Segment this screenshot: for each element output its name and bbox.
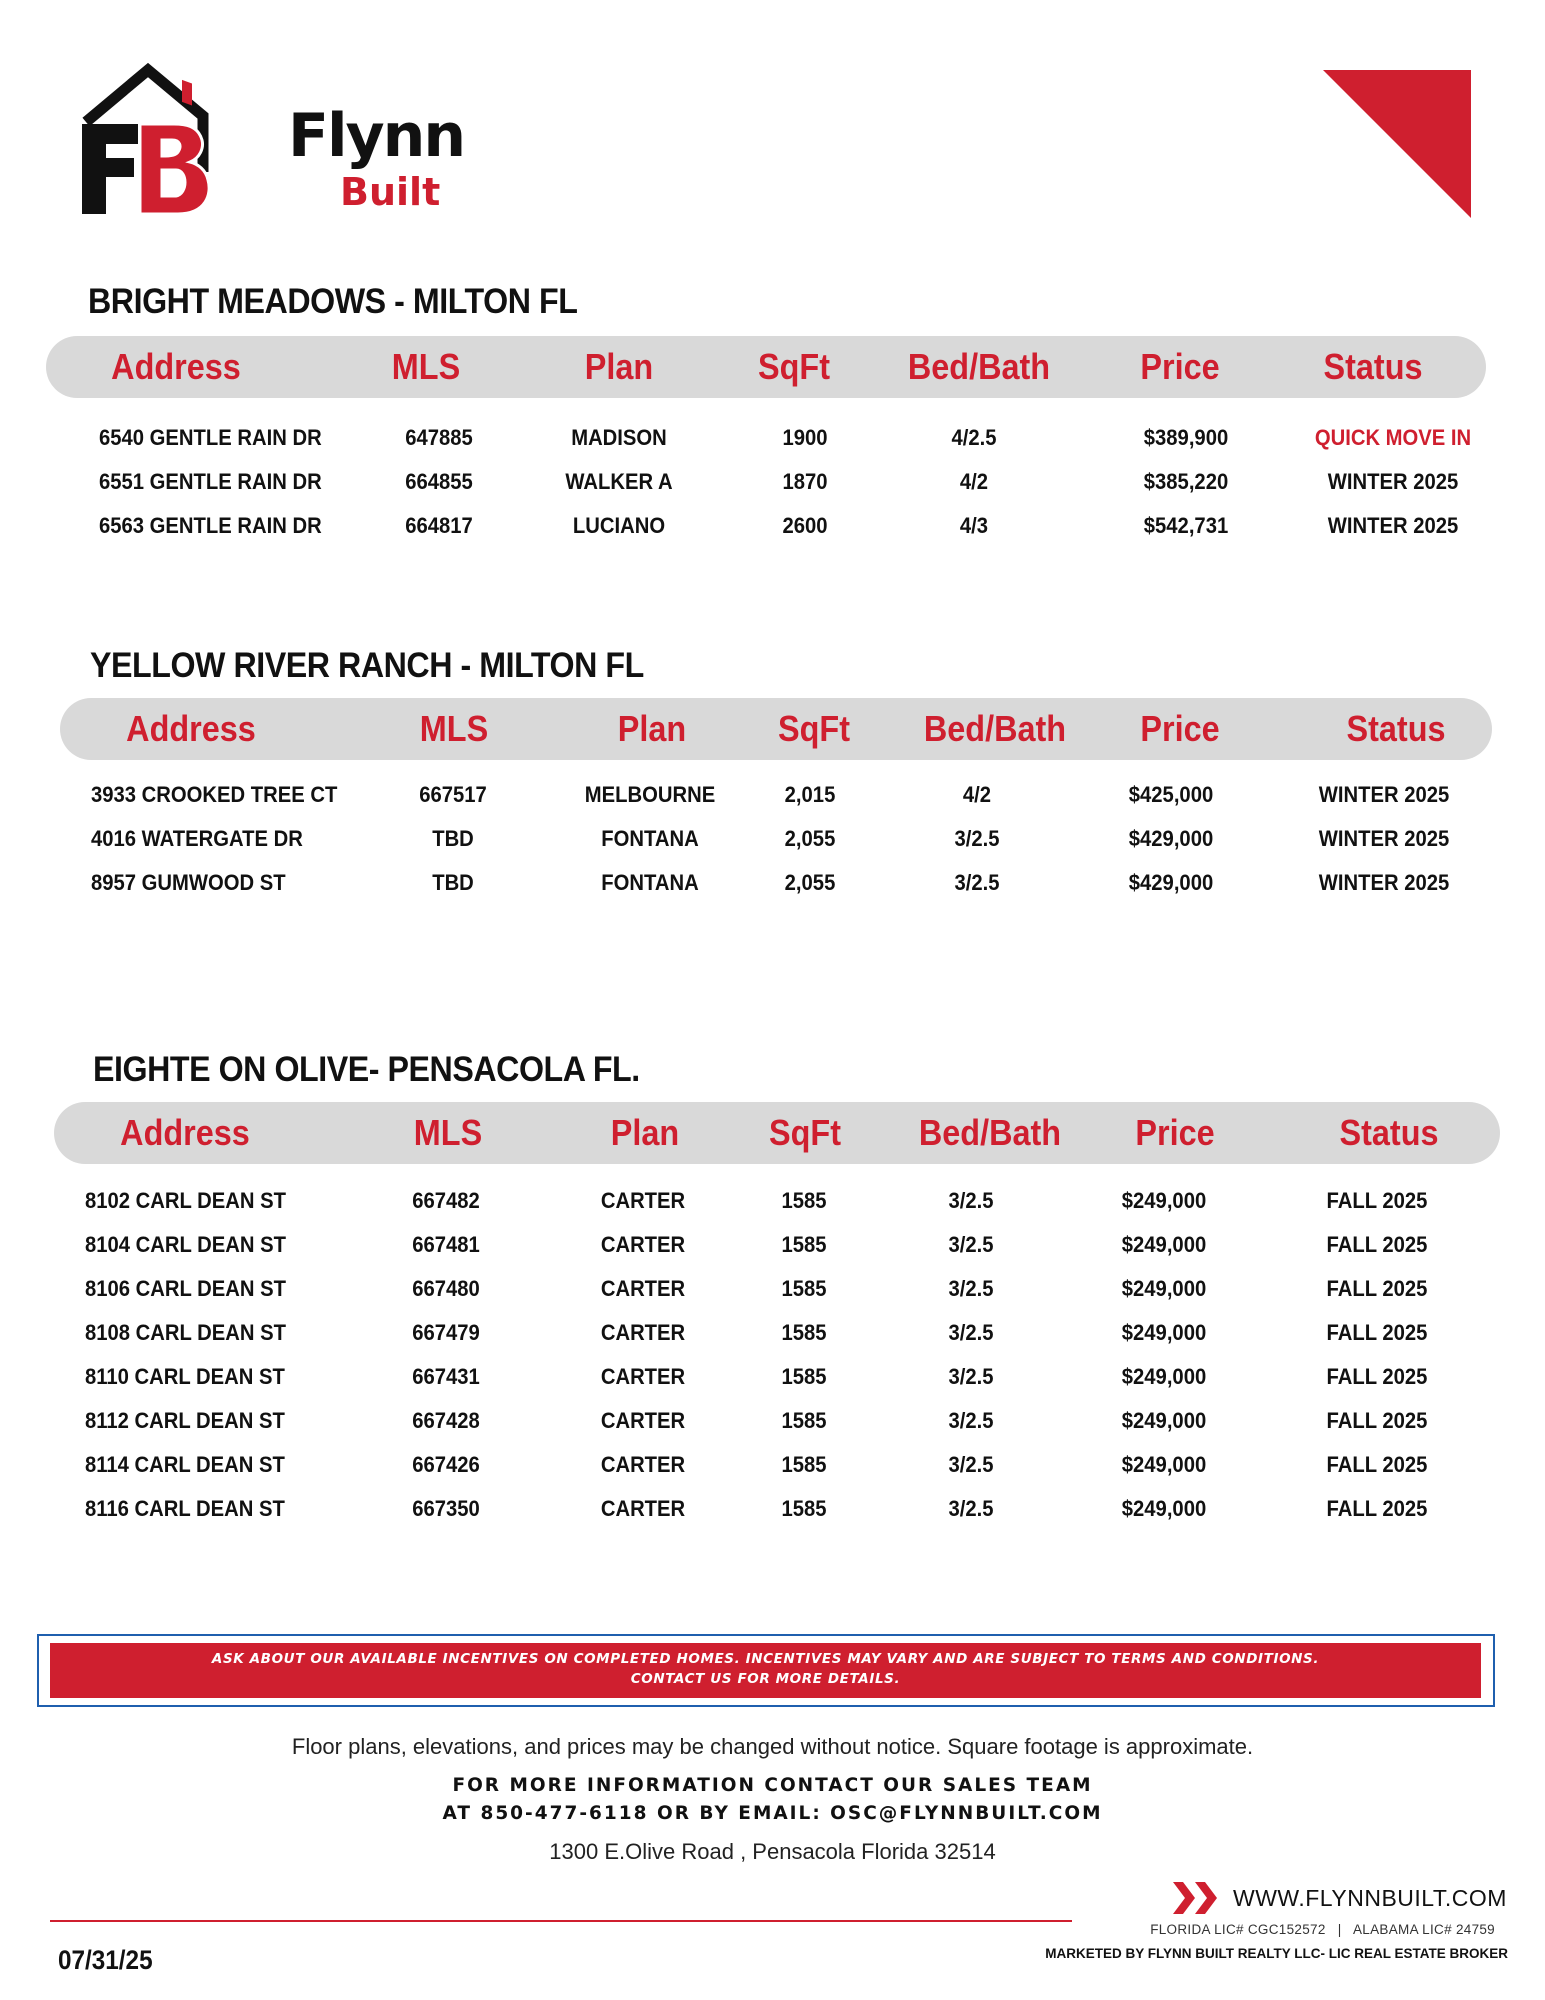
cell-sqft: 2,015 <box>784 782 836 807</box>
cell-status: FALL 2025 <box>1326 1232 1428 1257</box>
section-title-bright-meadows: BRIGHT MEADOWS - MILTON FL <box>88 282 578 321</box>
cell-status: WINTER 2025 <box>1318 826 1450 851</box>
incentive-line-1: ASK ABOUT OUR AVAILABLE INCENTIVES ON COMPLETED HOMES. INCENTIVES MAY VARY AND ARE SUBJECT TO TERMS AND CONDITIONS. <box>211 1651 1320 1667</box>
column-header-mls: MLS <box>413 1112 483 1153</box>
cell-status: WINTER 2025 <box>1318 870 1450 895</box>
cell-sqft: 1585 <box>781 1188 827 1213</box>
cell-mls: 664817 <box>405 513 473 538</box>
cell-mls: TBD <box>432 826 474 851</box>
cell-bedbath: 4/2 <box>962 782 992 807</box>
cell-price: $249,000 <box>1121 1188 1207 1213</box>
cell-plan: CARTER <box>600 1276 686 1301</box>
cell-bedbath: 4/2 <box>959 469 989 494</box>
cell-price: $249,000 <box>1121 1364 1207 1389</box>
cell-mls: TBD <box>432 870 474 895</box>
cell-status: FALL 2025 <box>1326 1408 1428 1433</box>
cell-plan: CARTER <box>600 1232 686 1257</box>
cell-price: $429,000 <box>1128 826 1214 851</box>
column-header-plan: Plan <box>610 1112 680 1153</box>
cell-status: FALL 2025 <box>1326 1496 1428 1521</box>
cell-address: 8106 CARL DEAN ST <box>85 1276 286 1301</box>
disclaimer-text: Floor plans, elevations, and prices may be changed without notice. Square footage is approximate. <box>291 1734 1254 1759</box>
column-header-status: Status <box>1323 346 1423 387</box>
website-url[interactable]: WWW.FLYNNBUILT.COM <box>1233 1885 1507 1911</box>
cell-bedbath: 3/2.5 <box>948 1408 994 1433</box>
column-header-price: Price <box>1140 708 1220 749</box>
cell-sqft: 1585 <box>781 1452 827 1477</box>
cell-bedbath: 3/2.5 <box>948 1276 994 1301</box>
cell-price: $542,731 <box>1143 513 1229 538</box>
cell-mls: 667428 <box>412 1408 480 1433</box>
cell-status: FALL 2025 <box>1326 1452 1428 1477</box>
column-header-price: Price <box>1140 346 1220 387</box>
cell-bedbath: 3/2.5 <box>948 1496 994 1521</box>
cell-bedbath: 4/3 <box>959 513 989 538</box>
cell-price: $389,900 <box>1143 425 1229 450</box>
website-link[interactable] <box>1173 1880 1507 1916</box>
marketed-by: MARKETED BY FLYNN BUILT REALTY LLC- LIC REAL ESTATE BROKER <box>1045 1946 1508 1961</box>
cell-bedbath: 3/2.5 <box>948 1320 994 1345</box>
cell-mls: 667482 <box>412 1188 480 1213</box>
incentive-banner <box>37 1634 1495 1707</box>
column-header-mls: MLS <box>391 346 461 387</box>
office-address: 1300 E.Olive Road , Pensacola Florida 32514 <box>549 1839 996 1864</box>
contact-line-2[interactable]: AT 850-477-6118 OR BY EMAIL: OSC@FLYNNBUILT.COM <box>442 1803 1103 1824</box>
house-monogram-icon <box>78 62 278 222</box>
cell-price: $249,000 <box>1121 1232 1207 1257</box>
cell-mls: 667426 <box>412 1452 480 1477</box>
column-header-bedbath: Bed/Bath <box>907 346 1051 387</box>
document-date: 07/31/25 <box>58 1945 153 1975</box>
cell-sqft: 1585 <box>781 1276 827 1301</box>
cell-plan: CARTER <box>600 1408 686 1433</box>
cell-price: $429,000 <box>1128 870 1214 895</box>
cell-address: 8116 CARL DEAN ST <box>85 1496 285 1521</box>
cell-sqft: 1585 <box>781 1364 827 1389</box>
cell-address: 8110 CARL DEAN ST <box>85 1364 285 1389</box>
brand-subname: Built <box>340 170 441 214</box>
license-numbers: FLORIDA LIC# CGC152572 | ALABAMA LIC# 24759 <box>1150 1922 1495 1937</box>
cell-mls: 667479 <box>412 1320 480 1345</box>
brand-name: Flynn <box>288 101 465 171</box>
cell-plan: MELBOURNE <box>584 782 716 807</box>
cell-address: 8102 CARL DEAN ST <box>85 1188 286 1213</box>
cell-plan: LUCIANO <box>572 513 666 538</box>
cell-sqft: 1900 <box>782 425 828 450</box>
cell-plan: MADISON <box>571 425 667 450</box>
cell-bedbath: 4/2.5 <box>951 425 997 450</box>
cell-bedbath: 3/2.5 <box>948 1188 994 1213</box>
cell-plan: CARTER <box>600 1188 686 1213</box>
section-title-eighte-on-olive: EIGHTE ON OLIVE- PENSACOLA FL. <box>93 1050 640 1089</box>
section-title-yellow-river-ranch: YELLOW RIVER RANCH - MILTON FL <box>90 646 644 685</box>
cell-address: 6563 GENTLE RAIN DR <box>99 513 322 538</box>
column-header-address: Address <box>111 346 241 387</box>
column-header-sqft: SqFt <box>778 708 850 749</box>
column-header-sqft: SqFt <box>769 1112 841 1153</box>
contact-line-1: FOR MORE INFORMATION CONTACT OUR SALES TEAM <box>452 1775 1093 1796</box>
footer-divider <box>50 1920 1072 1922</box>
cell-sqft: 1585 <box>781 1320 827 1345</box>
cell-address: 8104 CARL DEAN ST <box>85 1232 286 1257</box>
cell-plan: FONTANA <box>601 826 699 851</box>
cell-address: 8108 CARL DEAN ST <box>85 1320 286 1345</box>
cell-sqft: 1585 <box>781 1496 827 1521</box>
cell-mls: 667480 <box>412 1276 480 1301</box>
column-header-address: Address <box>126 708 256 749</box>
cell-sqft: 2600 <box>782 513 828 538</box>
cell-address: 8957 GUMWOOD ST <box>91 870 286 895</box>
cell-mls: 667517 <box>419 782 487 807</box>
column-header-plan: Plan <box>617 708 687 749</box>
cell-bedbath: 3/2.5 <box>948 1232 994 1257</box>
incentive-band <box>50 1643 1481 1698</box>
cell-plan: CARTER <box>600 1320 686 1345</box>
table-header-bright-meadows <box>46 336 1486 398</box>
cell-status: FALL 2025 <box>1326 1364 1428 1389</box>
column-header-mls: MLS <box>419 708 489 749</box>
cell-plan: FONTANA <box>601 870 699 895</box>
cell-status: FALL 2025 <box>1326 1276 1428 1301</box>
cell-status: WINTER 2025 <box>1327 513 1459 538</box>
flynn-built-logo <box>78 62 465 222</box>
cell-status: WINTER 2025 <box>1327 469 1459 494</box>
cell-status: QUICK MOVE IN <box>1314 425 1472 450</box>
column-header-bedbath: Bed/Bath <box>918 1112 1062 1153</box>
column-header-address: Address <box>120 1112 250 1153</box>
cell-plan: CARTER <box>600 1496 686 1521</box>
cell-status: FALL 2025 <box>1326 1320 1428 1345</box>
cell-mls: 647885 <box>405 425 473 450</box>
cell-address: 6540 GENTLE RAIN DR <box>99 425 322 450</box>
column-header-status: Status <box>1339 1112 1439 1153</box>
incentive-line-2: CONTACT US FOR MORE DETAILS. <box>630 1671 901 1687</box>
cell-price: $249,000 <box>1121 1408 1207 1433</box>
cell-bedbath: 3/2.5 <box>948 1452 994 1477</box>
corner-triangle-decoration <box>1323 70 1471 218</box>
cell-address: 6551 GENTLE RAIN DR <box>99 469 322 494</box>
cell-address: 4016 WATERGATE DR <box>91 826 303 851</box>
cell-address: 3933 CROOKED TREE CT <box>91 782 338 807</box>
cell-sqft: 2,055 <box>784 870 836 895</box>
cell-plan: CARTER <box>600 1364 686 1389</box>
double-chevron-right-icon <box>1173 1882 1219 1914</box>
cell-price: $249,000 <box>1121 1452 1207 1477</box>
cell-sqft: 1585 <box>781 1408 827 1433</box>
cell-sqft: 1870 <box>782 469 828 494</box>
table-header-eighte-on-olive <box>54 1102 1500 1164</box>
column-header-price: Price <box>1135 1112 1215 1153</box>
cell-mls: 667481 <box>412 1232 480 1257</box>
cell-mls: 664855 <box>405 469 473 494</box>
cell-sqft: 1585 <box>781 1232 827 1257</box>
table-header-yellow-river-ranch <box>60 698 1492 760</box>
cell-mls: 667431 <box>412 1364 480 1389</box>
column-header-status: Status <box>1346 708 1446 749</box>
cell-plan: CARTER <box>600 1452 686 1477</box>
cell-address: 8112 CARL DEAN ST <box>85 1408 285 1433</box>
column-header-sqft: SqFt <box>758 346 830 387</box>
cell-bedbath: 3/2.5 <box>954 870 1000 895</box>
cell-bedbath: 3/2.5 <box>948 1364 994 1389</box>
cell-bedbath: 3/2.5 <box>954 826 1000 851</box>
cell-plan: WALKER A <box>565 469 673 494</box>
column-header-plan: Plan <box>584 346 654 387</box>
column-header-bedbath: Bed/Bath <box>923 708 1067 749</box>
cell-price: $249,000 <box>1121 1276 1207 1301</box>
cell-mls: 667350 <box>412 1496 480 1521</box>
cell-price: $425,000 <box>1128 782 1214 807</box>
cell-sqft: 2,055 <box>784 826 836 851</box>
cell-status: WINTER 2025 <box>1318 782 1450 807</box>
cell-price: $249,000 <box>1121 1320 1207 1345</box>
cell-address: 8114 CARL DEAN ST <box>85 1452 285 1477</box>
cell-price: $385,220 <box>1143 469 1229 494</box>
cell-price: $249,000 <box>1121 1496 1207 1521</box>
cell-status: FALL 2025 <box>1326 1188 1428 1213</box>
